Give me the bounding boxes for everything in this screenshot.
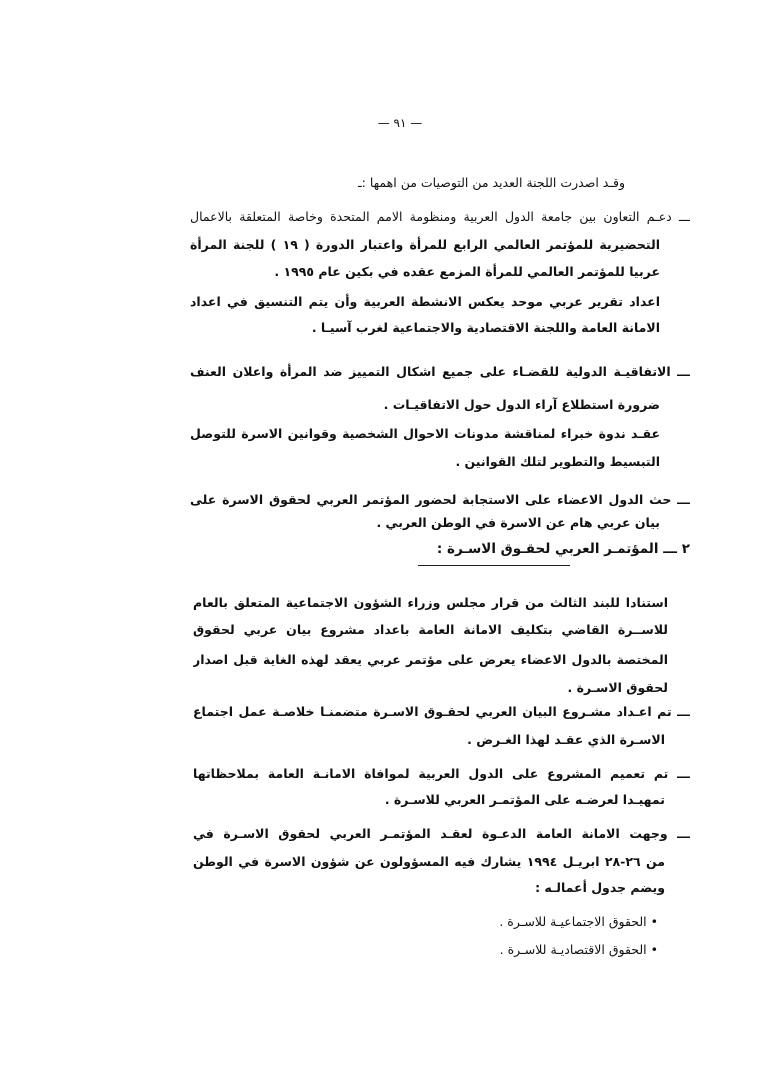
- text-line: ـــ حث الدول الاعضاء على الاستجابة لحضور المؤتمر العربي لحقوق الاسرة على: [190, 492, 690, 507]
- text-line: ـــ تم تعميم المشروع على الدول العربية لموافاة الامانـة العامة بملاحظاتها: [193, 766, 690, 781]
- intro-line: وقـد اصدرت اللجنة العديد من التوصيات من اهمها :ـ: [358, 175, 625, 190]
- agenda-item: • الحقوق الاجتماعيـة للاسـرة .: [499, 914, 658, 929]
- text-line: لحقوق الاسـرة .: [567, 680, 668, 695]
- agenda-item: • الحقوق الاقتصاديـة للاسـرة .: [499, 942, 658, 957]
- text-line: اعداد تقرير عربي موحد يعكس الانشطة العربية وأن يتم التنسيق في اعداد: [190, 294, 660, 309]
- text-line: من ٢٦-٢٨ ابريـل ١٩٩٤ يشارك فيه المسؤولون عن شؤون الاسرة في الوطن: [193, 854, 665, 869]
- text-line: التبسيط والتطوير لتلك القوانين .: [455, 454, 660, 469]
- text-line: ـــ وجهت الامانة العامة الدعـوة لعقـد المؤتمـر العربي لحقوق الاسـرة في: [193, 826, 690, 841]
- text-line: التحضيرية للمؤتمر العالمي الرابع للمرأة واعتبار الدورة ( ١٩ ) للجنة المرأة: [190, 237, 660, 252]
- section-heading: ٢ ـــ المؤتمـر العربي لحقـوق الاسـرة :: [436, 541, 690, 557]
- text-line: عقـد ندوة خبراء لمناقشة مدونات الاحوال الشخصية وقوانين الاسرة للتوصل: [190, 426, 660, 441]
- text-line: للاســرة القاضي بتكليف الامانة العامة باعداد مشروع بيان عربي لحقوق: [193, 622, 668, 637]
- heading-underline: [418, 565, 570, 566]
- text-line: ـــ دعـم التعاون بين جامعة الدول العربية ومنظومة الامم المتحدة وخاصة المتعلقة بالاعمال: [190, 209, 690, 224]
- text-line: الامانة العامة واللجنة الاقتصادية والاجتماعية لغرب آسيـا .: [311, 320, 660, 335]
- text-line: بيان عربي هام عن الاسرة في الوطن العربي .: [376, 515, 660, 530]
- text-line: ويضم جدول أعمالـه :: [535, 880, 665, 895]
- page-number: — ٩١ —: [377, 116, 423, 130]
- text-line: الاسـرة الذي عقـد لهذا الغـرض .: [467, 732, 665, 747]
- text-line: ـــ الاتفاقيـة الدولية للقضـاء على جميع اشكال التمييز ضد المرأة واعلان العنف: [190, 364, 690, 379]
- text-line: المختصة بالدول الاعضاء يعرض على مؤتمر عربي يعقد لهذه الغاية قبل اصدار: [193, 652, 668, 667]
- text-line: ضرورة استطلاع آراء الدول حول الاتفاقيـات .: [383, 397, 660, 412]
- text-line: استنادا للبند الثالث من قرار مجلس وزراء الشؤون الاجتماعية المتعلق بالعام: [193, 595, 668, 610]
- text-line: ـــ تم اعـداد مشـروع البيان العربي لحقـوق الاسـرة متضمنـا خلاصـة عمل اجتماع: [193, 704, 690, 719]
- text-line: تمهيـدا لعرضـه على المؤتمـر العربي للاسـرة .: [384, 792, 665, 807]
- text-line: عربيا للمؤتمر العالمي للمرأة المزمع عقده في بكين عام ١٩٩٥ .: [274, 264, 660, 279]
